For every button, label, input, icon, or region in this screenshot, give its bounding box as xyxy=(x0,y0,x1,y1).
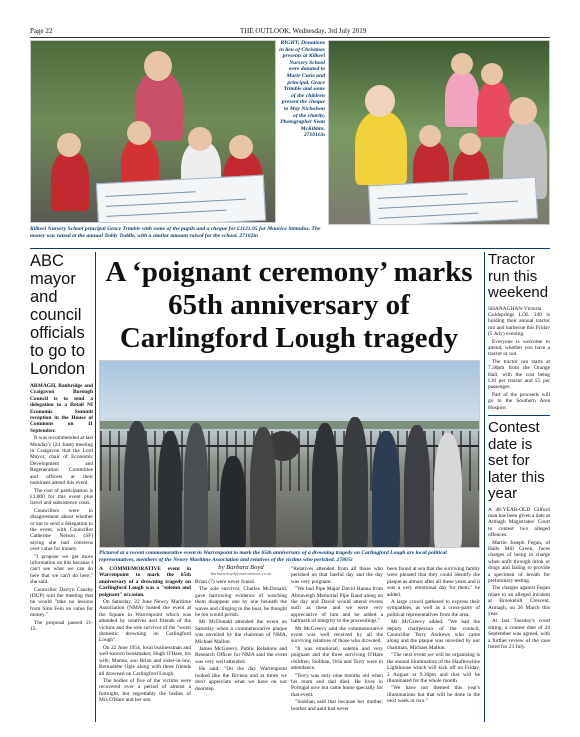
story-paragraph: Brian (7) were never found. xyxy=(195,579,256,585)
byline: by Barbara Boyd xyxy=(218,564,264,571)
story-paragraph: "The next event we will be organising is the annual illumination of the Haulbowline Lighthouse which will kick off on Friday, 2 August at 9.30pm and that will be illuminated for the whole month. xyxy=(387,652,480,684)
story-paragraph: The bodies of five of the victims were recovered over a period of almost a fortnight, but regrettably the bodies of Mrs O'Hare and her son xyxy=(99,677,191,704)
story-paragraph: James McGreevy, Public Relations and Research Officer for NMA said the event was very well attended. xyxy=(195,646,287,665)
story-paragraph: A large crowd gathered to express their sympathies, as well as a cross-party of political representatives from the area. xyxy=(387,599,480,618)
byline-email: barbara.boyd@outlooknews.co.uk xyxy=(210,571,272,576)
main-headline: A ‘poignant ceremony’ marks 65th anniversary of Carlingford Lough tragedy xyxy=(105,256,473,354)
page-header xyxy=(30,26,550,38)
story-paragraph: On Saturday, 22 June Newry Maritime Association (NMA) hosted the event at the Square in Warrenpoint which was attended by relatives and friends of the victims and the sole survivor of the "worst domestic drowning on Carlingford Lough". xyxy=(99,599,191,644)
left-paragraph: Councillors were in disagreement about whether or not to send a delegation to the event, with Councillor Catherine Nelson (SF) saying she had concerns over value for money. xyxy=(30,507,93,553)
story-paragraph: The sole survivor, Charles McDonald, gave harrowing evidence of watching them disappear one by one beneath the waves and clinging to the boat, he thought he too would perish. xyxy=(195,586,287,619)
story-paragraph: been found at sea that the surviving family were pleased that they could identify the plaque as almost after all these years and it was a very emotional day for them," he added. xyxy=(387,566,480,598)
contest-paragraph: The charges against Fegan relate to an alleged incident at Brookehill Crescent, Armagh, on 26 March this year. xyxy=(488,585,550,617)
paper-dateline: THE OUTLOOK, Wednesday, 3rd July 2019 xyxy=(240,27,367,35)
tractor-lead: SHANAGHAN-Victoria Goldsprings LOL 340 is holding their annual tractor run and barbecue this Friday (5 July) evening. xyxy=(488,305,550,338)
contest-paragraph: At last Tuesday's court sitting, a contest date of 24 September was agreed, with a further review of the case listed for 23 July. xyxy=(488,618,550,651)
tractor-paragraph: The tractor run starts at 7.30pm from the Orange Hall, with the cost being £10 per tractor and £5 per passenger. xyxy=(488,358,550,391)
story-paragraph: "Relatives attended from all those who perished on that fateful day and the day was very poignant. xyxy=(291,566,383,585)
story-column-4 xyxy=(387,566,480,726)
left-column-headline: ABC mayor and council officials to go to London xyxy=(30,252,86,378)
contest-headline: Contest date is set for later this year xyxy=(488,419,545,502)
left-paragraph: The proposal passed 21-15. xyxy=(30,619,93,633)
right-column-rule xyxy=(488,415,550,416)
story-paragraph: Mr McDonald attended the event on Saturday when a commemorative plaque was unveiled by the chairman of NMA, Michael Mallon. xyxy=(195,619,287,645)
story-paragraph: "Terry was only nine months old when his mum and dad died. He lives in Portugal now but came home specially for that event. xyxy=(291,672,383,698)
left-paragraph: It was recommended at last Monday's (24 June) meeting in Craigavon that the Lord Mayor, chair of Economic Development and Regeneration Committee and officers at their nominees attend this event. xyxy=(30,435,93,487)
story-paragraph: "We had Pipe Major David Hanna from Altnaveigh Memorial Pipe Band along on the day and David would attend events such as these and we were very appreciative of him and he added a hallmark of integrity to the proceedings." xyxy=(291,586,383,625)
story-column-1 xyxy=(99,566,191,726)
tractor-paragraph: Everyone is welcome to attend, whether you have a tractor or not. xyxy=(488,338,550,358)
story-paragraph: On 22 June 1954, local businessman and well-known bookmaker, Hugh O'Hare, his wife, Mamie, son Brian and sister-in-law, Bernadette Ogle along with three friends all drowned on Carlingford Lough. xyxy=(99,644,191,677)
column-divider-left xyxy=(95,252,96,722)
cheque-left xyxy=(96,175,266,223)
story-paragraph: He said: "On the day Warrenpoint looked like the Riviera and at times we don't appreciate what we have on our doorstep. xyxy=(195,666,287,692)
story-column-2 xyxy=(195,564,287,726)
story-paragraph: Mr McGreevy said the commemorative event was well received by all the surviving relatives of those who drowned. xyxy=(291,625,383,645)
left-column-story xyxy=(30,252,93,722)
nursery-photo-left xyxy=(30,40,276,223)
contest-lead: A 48-YEAR-OLD Gilford man has been given a date at Armagh Magistrates' Court to contest two alleged offences. xyxy=(488,506,550,539)
tractor-headline: Tractor run this weekend xyxy=(488,252,549,301)
right-photo-caption: RIGHT: Donations in lieu of Christmas presents at Kilkeel Nursery School were donated to Marie Curie and principal, Grace Trimble and some of the children present the cheque to May Nicholson of the charity. Photographer Sean McKibbin. 271011in xyxy=(279,40,325,139)
story-paragraph: "We have not themed this year's illuminations but that will be done in the next week or two." xyxy=(387,685,480,705)
section-rule xyxy=(30,248,550,249)
nursery-photo-right xyxy=(328,40,550,225)
story-lead: A COMMEMORATIVE event in Warrenpoint to mark the 65th anniversary of a drowning tragedy on Carlingford Lough was a "solemn and poignant" occasion. xyxy=(99,566,191,598)
ceremony-photo-caption: Pictured at a recent commemorative event in Warrenpoint to mark the 65th anniversary of a drowning tragedy on Carlingford Lough are local political representatives, members of the Newry Maritime Association and relatives of the victims who perished. 27805c xyxy=(99,550,447,563)
left-photo-caption: Kilkeel Nursery School principal Grace Trimble with some of the pupils and a cheque for £1121.95 for Maurice Stimulus. The money was raised at the annual Teddy Toddle, with a similar amount raised for the school. 27102in xyxy=(30,226,321,239)
column-divider-right xyxy=(484,252,485,722)
right-column-stories xyxy=(488,252,550,726)
ceremony-photo xyxy=(99,360,480,548)
story-paragraph: Mr McGreevy added: "We had the deputy chairperson of the council, Councillor Terry Andrews who came along and the plaque was unveiled by our chairman, Michael Mallon. xyxy=(387,619,480,651)
story-paragraph: "Siobhan said that because her mother, brother and aunt had never xyxy=(291,699,383,712)
story-column-3 xyxy=(291,566,383,726)
tractor-paragraph: Part of the proceeds will go to the Southern Area Hospice. xyxy=(488,391,550,411)
left-paragraph: "I propose we get more information on this because I can't see what we can do here that we can't do here," she said. xyxy=(30,553,93,586)
left-paragraph: Councillor Darryn Causby (DUP) told the meeting that he would "take no lessons from Sinn Fein on value for money." xyxy=(30,586,93,619)
contest-paragraph: Martin Joseph Fegan, of Halls Mill Green, faces charges of being in charge when unfit through drink or drugs and failing to provide a specimen of breath for preliminary testing. xyxy=(488,539,550,584)
cheque-right xyxy=(368,177,538,225)
page-number: Page 22 xyxy=(30,27,53,35)
story-paragraph: "It was emotional, solemn and very poignant and the three surviving O'Hare children, Siobhan, Orla and Terry were in attendance. xyxy=(291,645,383,672)
left-column-lead: ARMAGH, Banbridge and Craigavon Borough Council is to send a delegation to a Retail NI Economic Summit reception in the House of Commons on 11 September. xyxy=(30,383,93,434)
left-paragraph: The cost of participation is £1,000 for this event plus travel and subsistence costs. xyxy=(30,487,93,507)
